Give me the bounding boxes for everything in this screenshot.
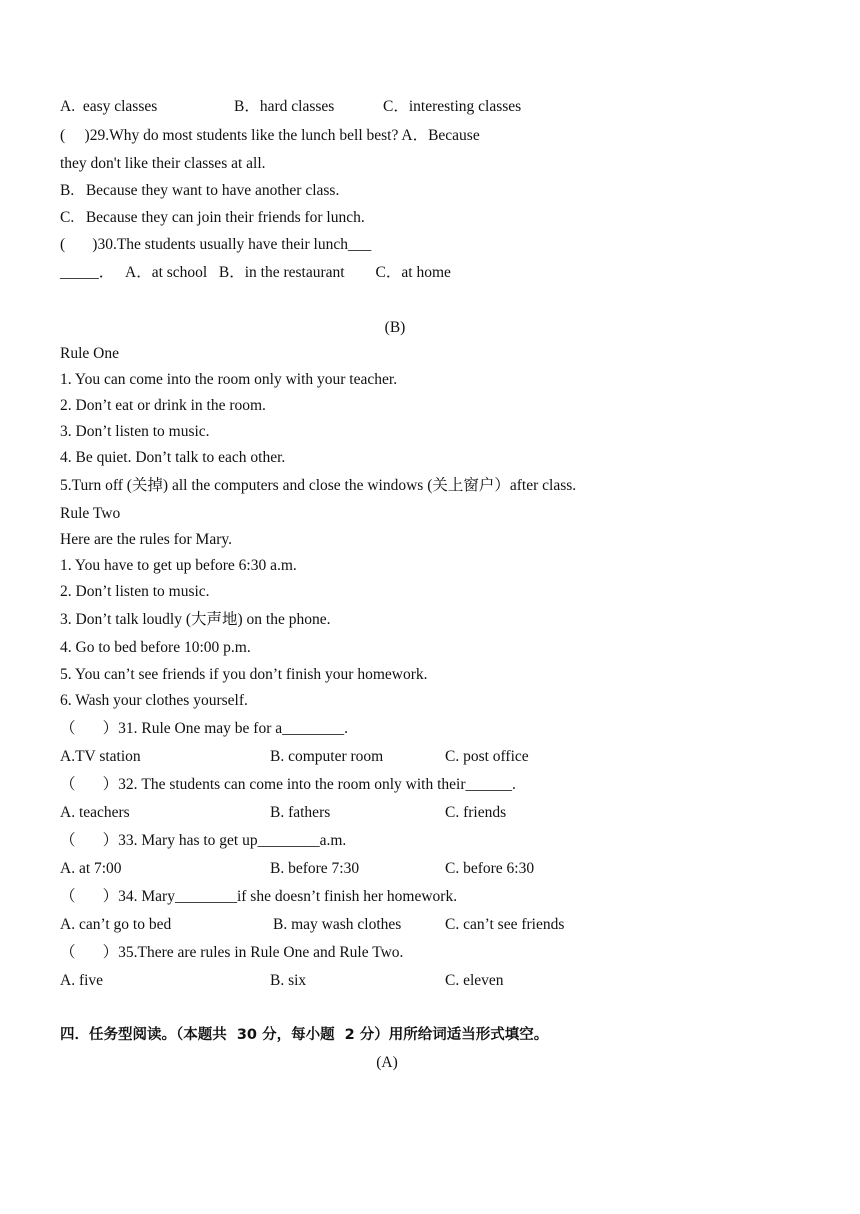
rule-two-item: 5. You can’t see friends if you don’t finish your homework. <box>60 666 428 683</box>
q32-option-c: C. friends <box>445 804 507 821</box>
q30-stem: ( )30.The students usually have their lunch___ <box>60 236 372 253</box>
rule-one-item: 4. Be quiet. Don’t talk to each other. <box>60 449 286 466</box>
q31-option-a: A.TV station <box>60 748 141 765</box>
passage-b-heading: (B) <box>384 319 406 336</box>
rule-two-item: 2. Don’t listen to music. <box>60 583 210 600</box>
rule-two-item: 6. Wash your clothes yourself. <box>60 692 248 709</box>
q33-stem: （ ）33. Mary has to get up________a.m. <box>60 832 347 849</box>
q31-option-b: B. computer room <box>270 748 384 765</box>
q28-option-a: A. easy classes <box>60 98 158 115</box>
q35-option-b: B. six <box>270 972 307 989</box>
q35-stem: （ ）35.There are rules in Rule One and Rule Two. <box>60 944 404 961</box>
q29-option-b: B. Because they want to have another class. <box>60 182 340 199</box>
q28-option-c: C．interesting classes <box>383 98 522 115</box>
q34-option-b: B. may wash clothes <box>273 916 402 933</box>
rule-one-item: 2. Don’t eat or drink in the room. <box>60 397 266 414</box>
rule-two-intro: Here are the rules for Mary. <box>60 531 232 548</box>
rule-two-item: 3. Don’t talk loudly (大声地) on the phone. <box>60 611 331 628</box>
section-4-heading: 四．任务型阅读。（本题共 30 分，每小题 2 分）用所给词适当形式填空。 <box>60 1027 549 1043</box>
q34-option-a: A. can’t go to bed <box>60 916 172 933</box>
q30-options: _____． A．at school B．in the restaurant C．at home <box>60 264 451 281</box>
section-4-sub-heading: (A) <box>376 1054 398 1071</box>
q29-option-a-cont: they don't like their classes at all. <box>60 155 266 172</box>
q31-option-c: C. post office <box>445 748 529 765</box>
rule-one-title: Rule One <box>60 345 119 362</box>
q31-stem: （ ）31. Rule One may be for a________. <box>60 720 348 737</box>
rule-one-item: 5.Turn off (关掉) all the computers and close the windows (关上窗户）after class. <box>60 477 577 494</box>
q34-option-c: C. can’t see friends <box>445 916 565 933</box>
rule-one-item: 3. Don’t listen to music. <box>60 423 210 440</box>
q32-option-b: B. fathers <box>270 804 331 821</box>
q28-option-b: B．hard classes <box>234 98 335 115</box>
q33-option-b: B. before 7:30 <box>270 860 360 877</box>
q34-stem: （ ）34. Mary________if she doesn’t finish her homework. <box>60 888 458 905</box>
rule-two-item: 4. Go to bed before 10:00 p.m. <box>60 639 251 656</box>
q29-option-c: C. Because they can join their friends for lunch. <box>60 209 365 226</box>
q29-stem: ( )29.Why do most students like the lunch bell best? A．Because <box>60 127 480 144</box>
q32-stem: （ ）32. The students can come into the room only with their______. <box>60 776 516 793</box>
rule-two-item: 1. You have to get up before 6:30 a.m. <box>60 557 297 574</box>
rule-two-title: Rule Two <box>60 505 121 522</box>
q35-option-a: A. five <box>60 972 104 989</box>
q32-option-a: A. teachers <box>60 804 130 821</box>
q33-option-c: C. before 6:30 <box>445 860 535 877</box>
q35-option-c: C. eleven <box>445 972 504 989</box>
rule-one-item: 1. You can come into the room only with your teacher. <box>60 371 398 388</box>
q33-option-a: A. at 7:00 <box>60 860 122 877</box>
